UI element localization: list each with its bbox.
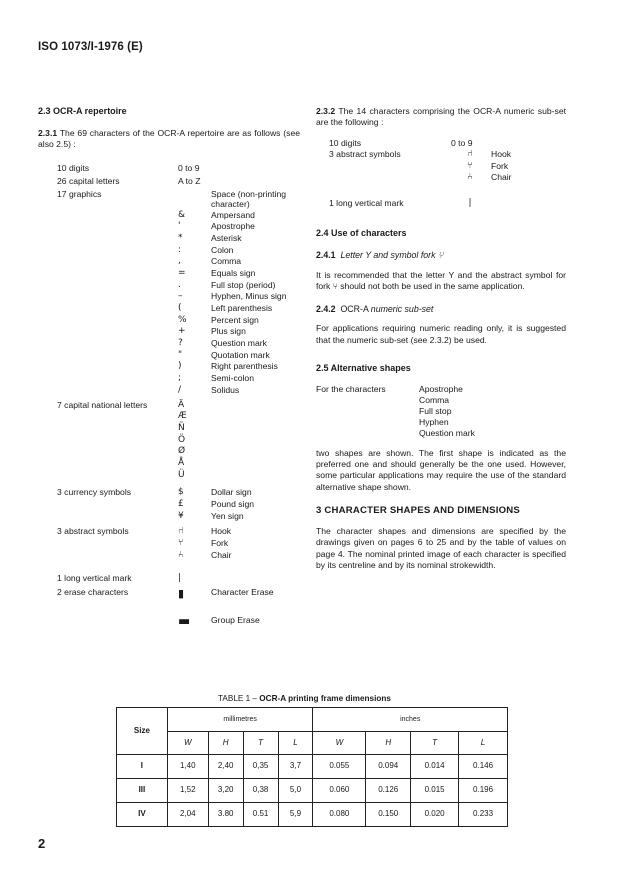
character-symbol: £ (178, 499, 184, 509)
repertoire-row (38, 163, 300, 174)
value-cell: 0.196 (459, 779, 508, 803)
character-name: Colon (211, 244, 234, 255)
group-label: 2 erase characters (57, 587, 129, 598)
subset-name: Chair (491, 172, 512, 183)
character-symbol: % (178, 314, 187, 325)
repertoire-row (38, 315, 300, 327)
character-symbol: ▮ (178, 587, 185, 601)
value-cell: 5,9 (278, 803, 313, 827)
size-cell: IV (117, 803, 168, 827)
character-name: Hyphen, Minus sign (211, 291, 287, 302)
column-header: L (459, 732, 508, 755)
character-symbol: : (178, 244, 182, 255)
character-symbol: ( (178, 303, 182, 313)
column-headers (117, 732, 508, 755)
inches-header: inches (313, 708, 508, 732)
column-header: W (167, 732, 208, 755)
repertoire-row (38, 550, 300, 562)
character-name: Semi-colon (211, 373, 254, 384)
character-symbol: $ (178, 487, 184, 498)
character-symbol: Ö (178, 434, 186, 445)
table-caption (218, 694, 391, 705)
repertoire-row (38, 291, 300, 303)
repertoire-row (38, 361, 300, 373)
repertoire-row (38, 210, 300, 222)
repertoire-row (38, 435, 300, 447)
page-number: 2 (38, 836, 46, 851)
character-name: Question mark (211, 338, 267, 349)
dimensions-table (116, 707, 508, 827)
repertoire-row (38, 499, 300, 511)
character-name: Dollar sign (211, 487, 252, 498)
group-label: 1 long vertical mark (57, 573, 132, 584)
alt-character-item: Full stop (419, 406, 452, 417)
section-2-4-2-heading-b: numeric sub-set (370, 303, 434, 314)
character-name: Left parenthesis (211, 303, 273, 313)
repertoire-row (38, 411, 300, 423)
character-symbol: ▬ (178, 614, 191, 630)
subset-symbol: ⑁ (467, 149, 473, 160)
section-2-3-1-intro (38, 128, 300, 151)
section-2-4-2-number: 2.4.2 (316, 303, 336, 314)
section-2-4-title: 2.4 Use of characters (316, 227, 407, 238)
repertoire-row (38, 338, 300, 350)
subset-label: 3 abstract symbols (329, 149, 401, 160)
size-cell: III (117, 779, 168, 803)
section-2-3-2-number: 2.3.2 (316, 106, 336, 116)
alternative-shapes-list (316, 384, 566, 440)
repertoire-row (38, 446, 300, 458)
value-cell: 0.080 (313, 803, 366, 827)
character-name: Comma (211, 256, 242, 267)
repertoire-row (38, 350, 300, 362)
column-header: T (243, 732, 278, 755)
subset-symbol: ⑂ (467, 160, 473, 171)
section-3-text: The character shapes and dimensions are specified by the drawings given on pages 6 to 25 and by the table of values on page 4. The nominal printed image of each character is specified by its centreline and by its nominal strokewidth. (316, 525, 566, 570)
section-2-3-2-text: The 14 characters comprising the OCR-A numeric sub-set are the following : (316, 106, 566, 128)
subset-row (316, 161, 566, 173)
character-name: Quotation mark (211, 349, 270, 360)
group-label: 26 capital letters (57, 175, 120, 186)
section-2-5-text: two shapes are shown. The first shape is indicated as the preferred one and should generally be the one used. However, some particular applications may require the use of the standard alternative shape shown. (316, 447, 566, 492)
value-cell: 0.060 (313, 779, 366, 803)
subset-vmark-row (316, 198, 566, 210)
repertoire-row (38, 470, 300, 482)
repertoire-row (38, 526, 300, 538)
character-name: Group Erase (211, 615, 260, 626)
repertoire-row (38, 326, 300, 338)
table-row (117, 755, 508, 779)
value-cell: 0,35 (243, 755, 278, 779)
value-cell: 2,04 (167, 803, 208, 827)
character-name: Right parenthesis (211, 361, 278, 372)
repertoire-row (38, 256, 300, 268)
repertoire-row (38, 268, 300, 280)
subset-vmark-label: 1 long vertical mark (329, 198, 404, 209)
repertoire-row (38, 176, 300, 187)
character-name: Full stop (period) (211, 279, 276, 290)
group-label: 10 digits (57, 162, 90, 173)
column-header: W (313, 732, 366, 755)
value-cell: 0.055 (313, 755, 366, 779)
character-name: Plus sign (211, 326, 246, 337)
character-name: Space (non-printing character) (211, 188, 287, 210)
section-2-5-title: 2.5 Alternative shapes (316, 362, 411, 373)
subset-label: 10 digits (329, 137, 362, 148)
value-cell: 0.020 (411, 803, 459, 827)
character-name: Equals sign (211, 267, 256, 278)
section-2-3-1-text: The 69 characters of the OCR-A repertoire are as follows (see also 2.5) : (38, 127, 300, 150)
section-2-3-title: 2.3 OCR-A repertoire (38, 106, 127, 116)
value-cell: 0,38 (243, 779, 278, 803)
value-cell: 0.146 (459, 755, 508, 779)
value-cell: 0.014 (411, 755, 459, 779)
section-2-4-2-title (316, 304, 566, 315)
value-cell: 5,0 (278, 779, 313, 803)
repertoire-row (38, 280, 300, 292)
table-caption-prefix: TABLE 1 – (218, 694, 257, 703)
section-2-3-1-number: 2.3.1 (38, 127, 58, 138)
subset-symbol: ⑃ (467, 172, 473, 183)
alt-character-item: Comma (419, 394, 450, 405)
character-symbol: ; (178, 373, 182, 384)
value-cell: 3.80 (208, 803, 243, 827)
character-symbol: ¥ (178, 510, 184, 521)
character-name: Character Erase (211, 587, 274, 598)
alt-character-item: Question mark (419, 428, 475, 439)
alt-intro: For the characters (316, 383, 386, 394)
character-name: Percent sign (211, 314, 259, 325)
character-symbol: ⑂ (178, 538, 184, 549)
alt-character-item: Hyphen (419, 417, 449, 428)
repertoire-row (38, 423, 300, 435)
character-symbol: , (178, 256, 181, 267)
repertoire-row (38, 615, 300, 628)
value-cell: 0.150 (366, 803, 411, 827)
section-2-4-2-heading-a: OCR-A (340, 303, 369, 314)
section-2-4-2-text: For applications requiring numeric reading only, it is suggested that the numeric sub-set (see 2.3.2) be used. (316, 323, 566, 345)
character-symbol: + (178, 326, 186, 337)
size-header: Size (117, 708, 168, 755)
column-header: L (278, 732, 313, 755)
character-symbol: Ä (178, 399, 185, 410)
character-symbol: Ø (178, 446, 186, 457)
repertoire-row (38, 400, 300, 412)
character-name: Asterisk (211, 232, 242, 243)
character-symbol: " (178, 349, 183, 360)
repertoire-row (38, 233, 300, 245)
character-symbol: & (178, 209, 186, 220)
character-symbol: Ü (178, 469, 185, 480)
character-symbol: . (178, 279, 181, 290)
column-header: H (208, 732, 243, 755)
value-cell: 3,20 (208, 779, 243, 803)
value-cell: 1,40 (167, 755, 208, 779)
section-2-3-2-intro (316, 106, 566, 129)
section-2-4-1-text: It is recommended that the letter Y and the abstract symbol for fork ⑂ should not both be used in the same application. (316, 269, 566, 292)
repertoire-row (38, 538, 300, 550)
group-label: 3 currency symbols (57, 487, 132, 498)
section-3-title: 3 CHARACTER SHAPES AND DIMENSIONS (316, 505, 521, 517)
value-cell: 0.094 (366, 755, 411, 779)
value-cell: 0.015 (411, 779, 459, 803)
table-caption-title: OCR-A printing frame dimensions (259, 694, 391, 703)
character-symbol: 0 to 9 (178, 162, 200, 173)
character-name: Solidus (211, 384, 240, 395)
alt-characters (419, 384, 475, 440)
numeric-subset-list (316, 138, 566, 184)
subset-name: Fork (491, 160, 509, 171)
character-name: Apostrophe (211, 221, 255, 232)
section-2-4-1-title (316, 250, 566, 261)
value-cell: 0.126 (366, 779, 411, 803)
group-label: 3 abstract symbols (57, 526, 129, 537)
repertoire-row (38, 458, 300, 470)
repertoire-row (38, 487, 300, 499)
size-cell: I (117, 755, 168, 779)
character-name: Pound sign (211, 499, 255, 509)
section-2-4-1-heading: Letter Y and symbol fork ⑂ (340, 250, 444, 261)
character-symbol: Ñ (178, 422, 185, 433)
value-cell: 1,52 (167, 779, 208, 803)
table-row (117, 803, 508, 827)
value-cell: 0.233 (459, 803, 508, 827)
character-name: Chair (211, 549, 232, 560)
millimetres-header: millimetres (167, 708, 313, 732)
table-row (117, 779, 508, 803)
character-symbol: Å (178, 457, 185, 468)
character-symbol: – (178, 291, 183, 302)
column-header: T (411, 732, 459, 755)
vertical-mark-symbol: | (468, 198, 472, 209)
repertoire-row (38, 245, 300, 257)
character-symbol: | (178, 573, 182, 584)
subset-symbol: 0 to 9 (451, 137, 473, 148)
alt-character-item: Apostrophe (419, 383, 463, 394)
repertoire-row (38, 385, 300, 397)
value-cell: 3,7 (278, 755, 313, 779)
group-label: 7 capital national letters (57, 399, 148, 410)
left-column (38, 106, 300, 628)
document-header: ISO 1073/I-1976 (E) (38, 41, 143, 53)
character-symbol: = (178, 267, 186, 278)
group-label: 17 graphics (57, 188, 102, 199)
column-header: H (366, 732, 411, 755)
character-name: Fork (211, 538, 229, 549)
repertoire-row (38, 373, 300, 385)
subset-row (316, 138, 566, 149)
right-column (316, 106, 566, 571)
character-symbol: ⑁ (178, 526, 184, 537)
character-symbol: ' (178, 221, 181, 232)
section-2-4-1-number: 2.4.1 (316, 250, 336, 261)
repertoire-row (38, 573, 300, 585)
repertoire-row (38, 189, 300, 210)
value-cell: 0.51 (243, 803, 278, 827)
character-name: Ampersand (211, 209, 255, 220)
subset-row (316, 149, 566, 161)
repertoire-row (38, 511, 300, 523)
table-body (117, 755, 508, 827)
subset-name: Hook (491, 149, 512, 160)
character-name: Yen sign (211, 510, 244, 521)
character-name: Hook (211, 526, 232, 537)
character-symbol: ) (178, 361, 182, 372)
repertoire-row (38, 221, 300, 233)
subset-row (316, 172, 566, 184)
repertoire-row (38, 303, 300, 315)
character-symbol: * (178, 232, 183, 243)
character-symbol: A to Z (178, 175, 201, 186)
repertoire-list (38, 163, 300, 629)
value-cell: 2,40 (208, 755, 243, 779)
character-symbol: Æ (178, 411, 187, 422)
repertoire-row (38, 587, 300, 601)
character-symbol: ⑃ (178, 549, 184, 560)
character-symbol: ? (178, 338, 183, 349)
character-symbol: / (178, 384, 182, 395)
